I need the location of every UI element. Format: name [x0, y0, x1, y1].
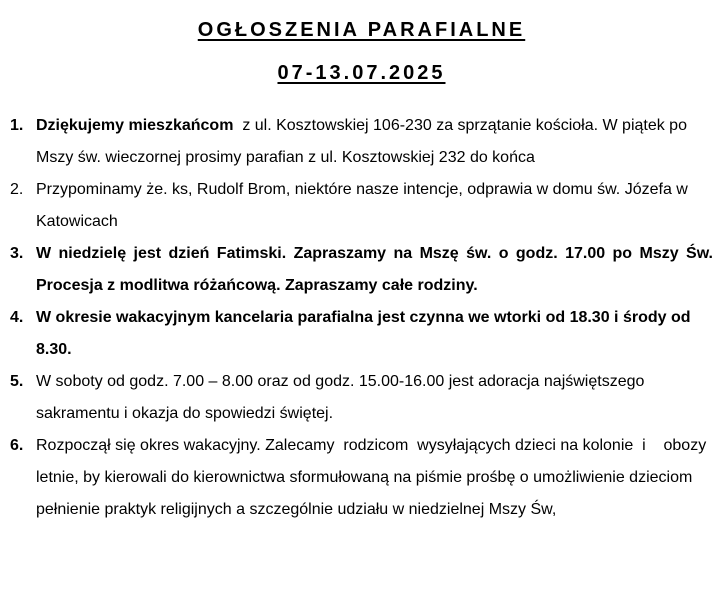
item-number: 4. [10, 309, 24, 326]
list-item-1 [10, 110, 713, 174]
item-number: 6. [10, 437, 24, 454]
item-number: 2. [10, 181, 24, 198]
announcement-list [10, 110, 713, 526]
item-lead: Dziękujemy mieszkańcom [36, 117, 234, 134]
list-item-2 [10, 174, 713, 238]
item-number: 1. [10, 117, 24, 134]
item-body: z ul. Kosztowskiej 106-230 za sprzątanie kościoła. W piątek po Mszy św. wieczornej prosimy parafian z ul. Kosztowskiej 232 do końca [36, 117, 692, 166]
item-text: Przypominamy że. ks, Rudolf Brom, niektóre nasze intencje, odprawia w domu św. Józefa w Katowicach [36, 181, 688, 230]
item-text: Rozpoczął się okres wakacyjny. Zalecamy rodzicom wysyłających dzieci na kolonie i obozy letnie, by kierowali do kierownictwa sformułowaną na piśmie prośbę o umożliwienie dzieciom pełnienie praktyk religijnych a szczególnie udziału w niedzielnej Mszy Św, [36, 437, 711, 518]
item-text: W niedzielę jest dzień Fatimski. Zapraszamy na Mszę św. o godz. 17.00 po Mszy Św. Procesja z modlitwa różańcową. Zapraszamy całe rodziny. [36, 245, 713, 294]
item-number: 3. [10, 245, 24, 262]
list-item-4 [10, 302, 713, 366]
page-title: OGŁOSZENIA PARAFIALNE [197, 19, 526, 41]
list-item-5 [10, 366, 713, 430]
item-number: 5. [10, 373, 24, 390]
list-item-6 [10, 430, 713, 526]
date-range: 07-13.07.2025 [277, 62, 446, 84]
item-text: W soboty od godz. 7.00 – 8.00 oraz od godz. 15.00-16.00 jest adoracja najświętszego sakramentu i okazja do spowiedzi świętej. [36, 373, 645, 422]
list-item-3 [10, 238, 713, 302]
item-text [36, 110, 713, 174]
item-text: W okresie wakacyjnym kancelaria parafialna jest czynna we wtorki od 18.30 i środy od 8.30. [36, 309, 691, 358]
